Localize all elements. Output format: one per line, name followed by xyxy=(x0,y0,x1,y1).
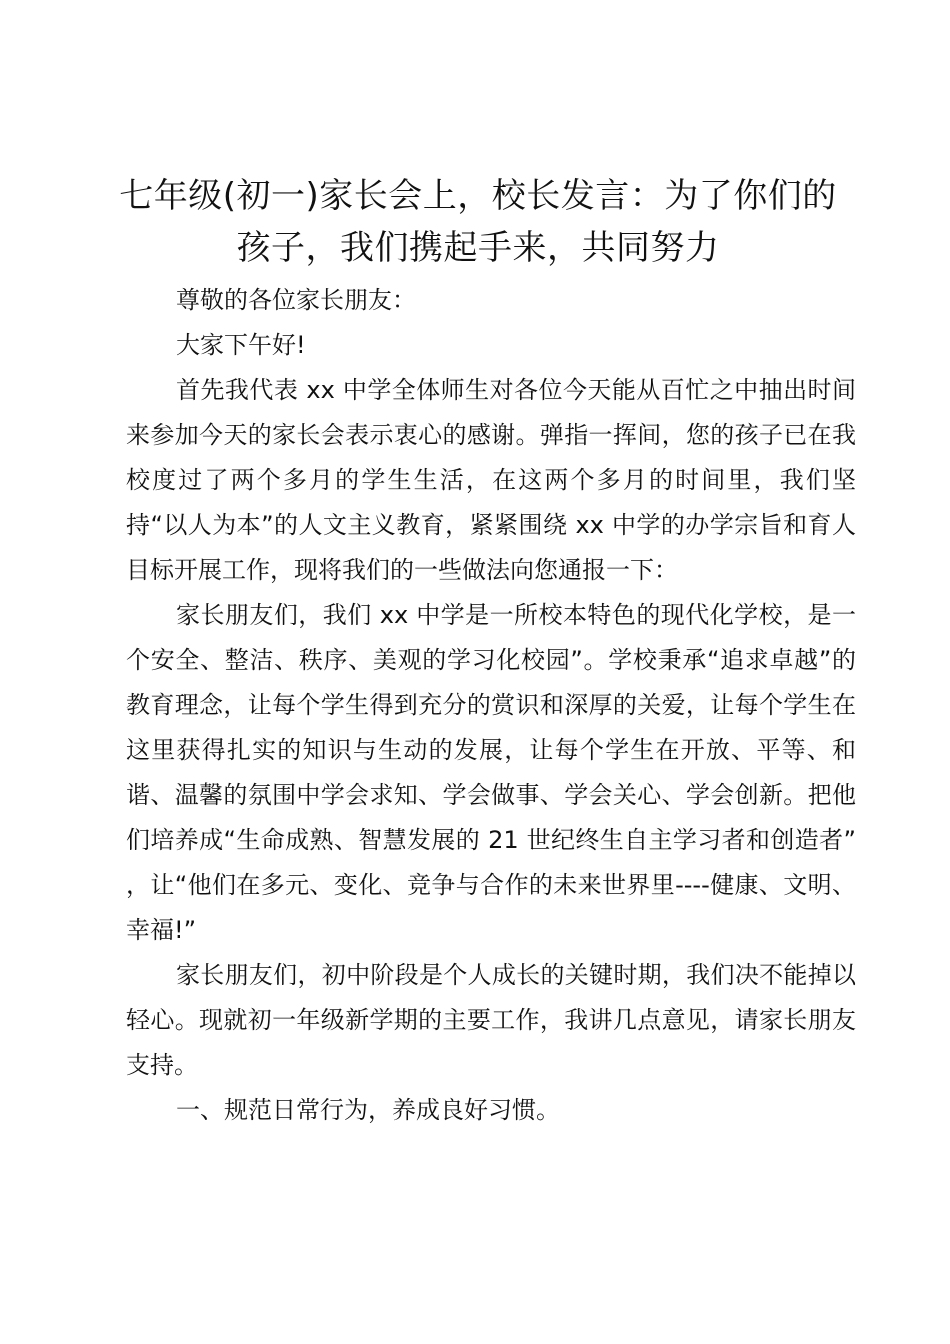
document-body xyxy=(126,278,856,1133)
paragraph-intro: 首先我代表 xx 中学全体师生对各位今天能从百忙之中抽出时间来参加今天的家长会表示衷心的感谢。弹指一挥间，您的孩子已在我校度过了两个多月的学生生活，在这两个多月的时间里，我们坚持“以人为本”的人文主义教育，紧紧围绕 xx 中学的办学宗旨和育人目标开展工作，现将我们的一些做法向您通报一下： xyxy=(126,376,856,584)
salutation: 尊敬的各位家长朋友： xyxy=(176,286,416,314)
paragraph-school: 家长朋友们，我们 xx 中学是一所校本特色的现代化学校，是一个安全、整洁、秩序、美观的学习化校园”。学校秉承“追求卓越”的教育理念，让每个学生得到充分的赏识和深厚的关爱，让每个学生在这里获得扎实的知识与生动的发展，让每个学生在开放、平等、和谐、温馨的氛围中学会求知、学会做事、学会关心、学会创新。把他们培养成“生命成熟、智慧发展的 21 世纪终生自主学习者和创造者” ，让“他们在多元、变化、竞争与合作的未来世界里----健康、文明、幸福!” xyxy=(126,601,856,944)
section-heading: 一、规范日常行为，养成良好习惯。 xyxy=(176,1096,560,1124)
greeting: 大家下午好! xyxy=(176,331,306,359)
paragraph-stage: 家长朋友们，初中阶段是个人成长的关键时期，我们决不能掉以轻心。现就初一年级新学期的主要工作，我讲几点意见，请家长朋友支持。 xyxy=(126,961,856,1079)
document-title: 七年级(初一)家长会上，校长发言：为了你们的孩子，我们携起手来，共同努力 xyxy=(119,176,837,268)
